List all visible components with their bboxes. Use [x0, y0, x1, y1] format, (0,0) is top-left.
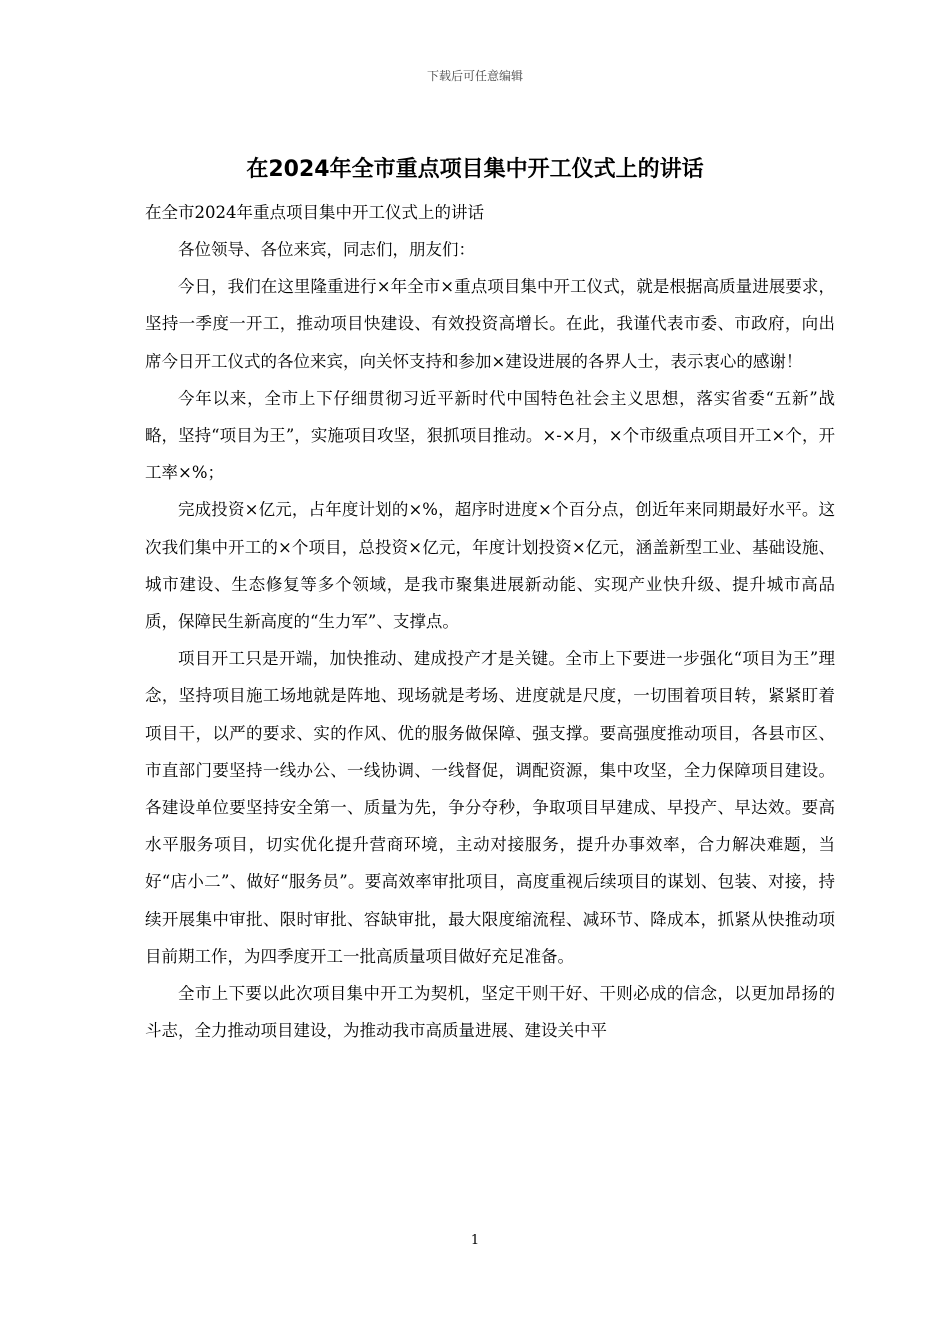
- page-number: 1: [470, 1233, 480, 1248]
- document-body: [145, 194, 835, 1049]
- body-paragraph: 项目开工只是开端，加快推动、建成投产才是关键。全市上下要进一步强化“项目为王”理念，坚持项目施工场地就是阵地、现场就是考场、进度就是尺度，一切围着项目转，紧紧盯着项目干，以严的要求、实的作风、优的服务做保障、强支撑。要高强度推动项目，各县市区、市直部门要坚持一线办公、一线协调、一线督促，调配资源，集中攻坚，全力保障项目建设。各建设单位要坚持安全第一、质量为先，争分夺秒，争取项目早建成、早投产、早达效。要高水平服务项目，切实优化提升营商环境，主动对接服务，提升办事效率，合力解决难题，当好“店小二”、做好“服务员”。要高效率审批项目，高度重视后续项目的谋划、包装、对接，持续开展集中审批、限时审批、容缺审批，最大限度缩流程、减环节、降成本，抓紧从快推动项目前期工作，为四季度开工一批高质量项目做好充足准备。: [145, 649, 835, 966]
- document-subtitle: 在全市2024年重点项目集中开工仪式上的讲话: [145, 203, 484, 222]
- header-note: 下载后可任意编辑: [426, 69, 523, 83]
- body-paragraph: 今日，我们在这里隆重进行×年全市×重点项目集中开工仪式，就是根据高质量进展要求，坚持一季度一开工，推动项目快建设、有效投资高增长。在此，我谨代表市委、市政府，向出席今日开工仪式的各位来宾，向关怀支持和参加×建设进展的各界人士，表示衷心的感谢！: [145, 277, 835, 371]
- document-title: 在2024年全市重点项目集中开工仪式上的讲话: [246, 157, 704, 182]
- body-paragraph: 完成投资×亿元，占年度计划的×%，超序时进度×个百分点，创近年来同期最好水平。这次我们集中开工的×个项目，总投资×亿元，年度计划投资×亿元，涵盖新型工业、基础设施、城市建设、生态修复等多个领域，是我市聚集进展新动能、实现产业快升级、提升城市高品质，保障民生新高度的“生力军”、支撑点。: [145, 500, 835, 632]
- body-paragraph: 全市上下要以此次项目集中开工为契机，坚定干则干好、干则必成的信念，以更加昂扬的斗志，全力推动项目建设，为推动我市高质量进展、建设关中平: [145, 984, 835, 1041]
- salutation-paragraph: 各位领导、各位来宾，同志们，朋友们：: [178, 240, 475, 259]
- body-paragraph: 今年以来，全市上下仔细贯彻习近平新时代中国特色社会主义思想，落实省委“五新”战略，坚持“项目为王”，实施项目攻坚，狠抓项目推动。×-×月，×个市级重点项目开工×个，开工率×%；: [145, 388, 835, 483]
